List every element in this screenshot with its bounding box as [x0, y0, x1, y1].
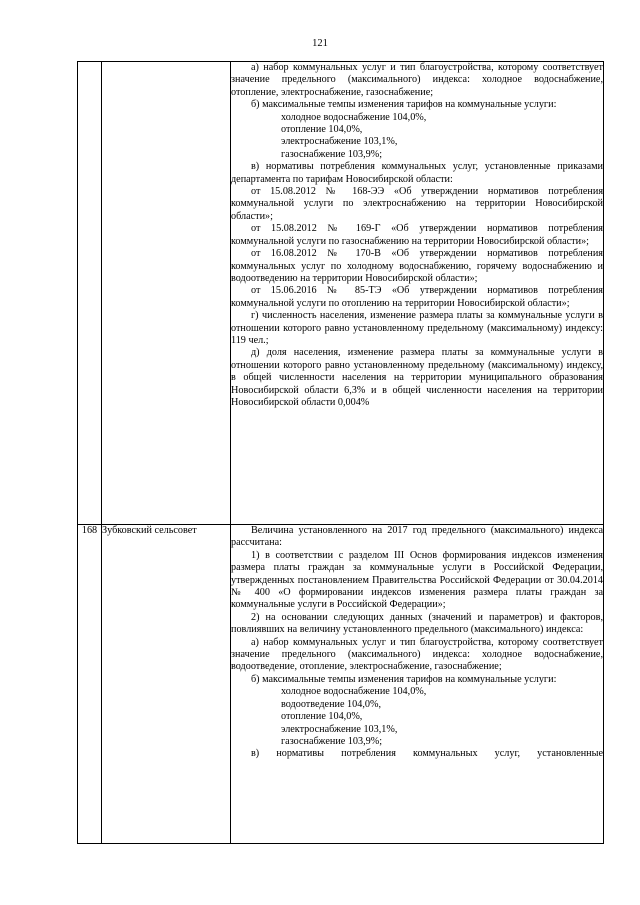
municipality-name-cell [102, 62, 231, 525]
row-number-cell [78, 62, 102, 525]
tariff-item: электроснабжение 103,1%, [281, 723, 398, 735]
paragraph: д) доля населения, изменение размера платы за коммунальные услуги в отношении которого равно установленному предельному (максимальному) индексу, в общей численности населения на территории муниципального образования Новосибирской области 6,3% и в общей численности населения на территории Новосибирской области 0,004% [231, 347, 603, 408]
paragraph: 2) на основании следующих данных (значений и параметров) и факторов, повлиявших на величину установленного предельного (максимального) индекса: [231, 611, 603, 636]
paragraph: в) нормативы потребления коммунальных услуг, установленные [251, 748, 603, 760]
row-number-cell: 168 [78, 525, 102, 844]
paragraph: от 15.08.2012 № 168-ЭЭ «Об утверждении нормативов потребления коммунальной услуги по электроснабжению на территории Новосибирской области»; [231, 186, 603, 222]
tariff-item: водоотведение 104,0%, [281, 698, 381, 710]
paragraph: от 15.08.2012 № 169-Г «Об утверждении нормативов потребления коммунальной услуги по газоснабжению на территории Новосибирской области»; [231, 223, 603, 247]
paragraph: Величина установленного на 2017 год предельного (максимального) индекса рассчитана: [231, 525, 603, 549]
tariff-item: газоснабжение 103,9%; [281, 735, 383, 747]
table-row [78, 62, 604, 525]
municipality-index-table [77, 61, 604, 844]
page-number: 121 [312, 38, 328, 49]
paragraph: в) нормативы потребления коммунальных услуг, установленные приказами департамента по тарифам Новосибирской области: [231, 161, 603, 185]
paragraph: от 15.06.2016 № 85-ТЭ «Об утверждении нормативов потребления коммунальной услуги по отоплению на территории Новосибирской области»; [231, 285, 603, 309]
paragraph: а) набор коммунальных услуг и тип благоустройства, которому соответствует значение предельного (максимального) индекса: холодное водоснабжение, отопление, электроснабжение, газоснабжение; [231, 62, 603, 98]
paragraph: 1) в соответствии с разделом III Основ формирования индексов изменения размера платы граждан за коммунальные услуги в Российской Федерации, утвержденных постановлением Правительства Российской Федерации от 30.04.2014 № 400 «О формировании индексов изменения размера платы граждан за коммунальные услуги в Российской Федерации»; [231, 549, 603, 611]
paragraph: б) максимальные темпы изменения тарифов на коммунальные услуги: [251, 99, 557, 111]
tariff-item: электроснабжение 103,1%, [281, 136, 398, 148]
tariff-item: отопление 104,0%, [281, 124, 363, 136]
municipality-name-cell: Зубковский сельсовет [102, 525, 231, 844]
paragraph: а) набор коммунальных услуг и тип благоустройства, которому соответствует значение предельного (максимального) индекса: холодное водоснабжение, водоотведение, отопление, электроснабжение, газоснабжение; [231, 636, 603, 673]
tariff-item: холодное водоснабжение 104,0%, [281, 686, 427, 698]
tariff-item: холодное водоснабжение 104,0%, [281, 111, 427, 123]
paragraph: от 16.08.2012 № 170-В «Об утверждении нормативов потребления коммунальных услуг по холодному водоснабжению, горячему водоснабжению и водоотведению на территории Новосибирской области»; [231, 248, 603, 284]
justification-cell [231, 525, 604, 844]
paragraph: б) максимальные темпы изменения тарифов на коммунальные услуги: [251, 673, 557, 685]
tariff-item: газоснабжение 103,9%; [281, 148, 383, 160]
table-row [78, 525, 604, 844]
paragraph: г) численность населения, изменение размера платы за коммунальные услуги в отношении которого равно установленному предельному (максимальному) индексу: 119 чел.; [231, 310, 603, 346]
justification-cell [231, 62, 604, 525]
tariff-item: отопление 104,0%, [281, 711, 363, 723]
